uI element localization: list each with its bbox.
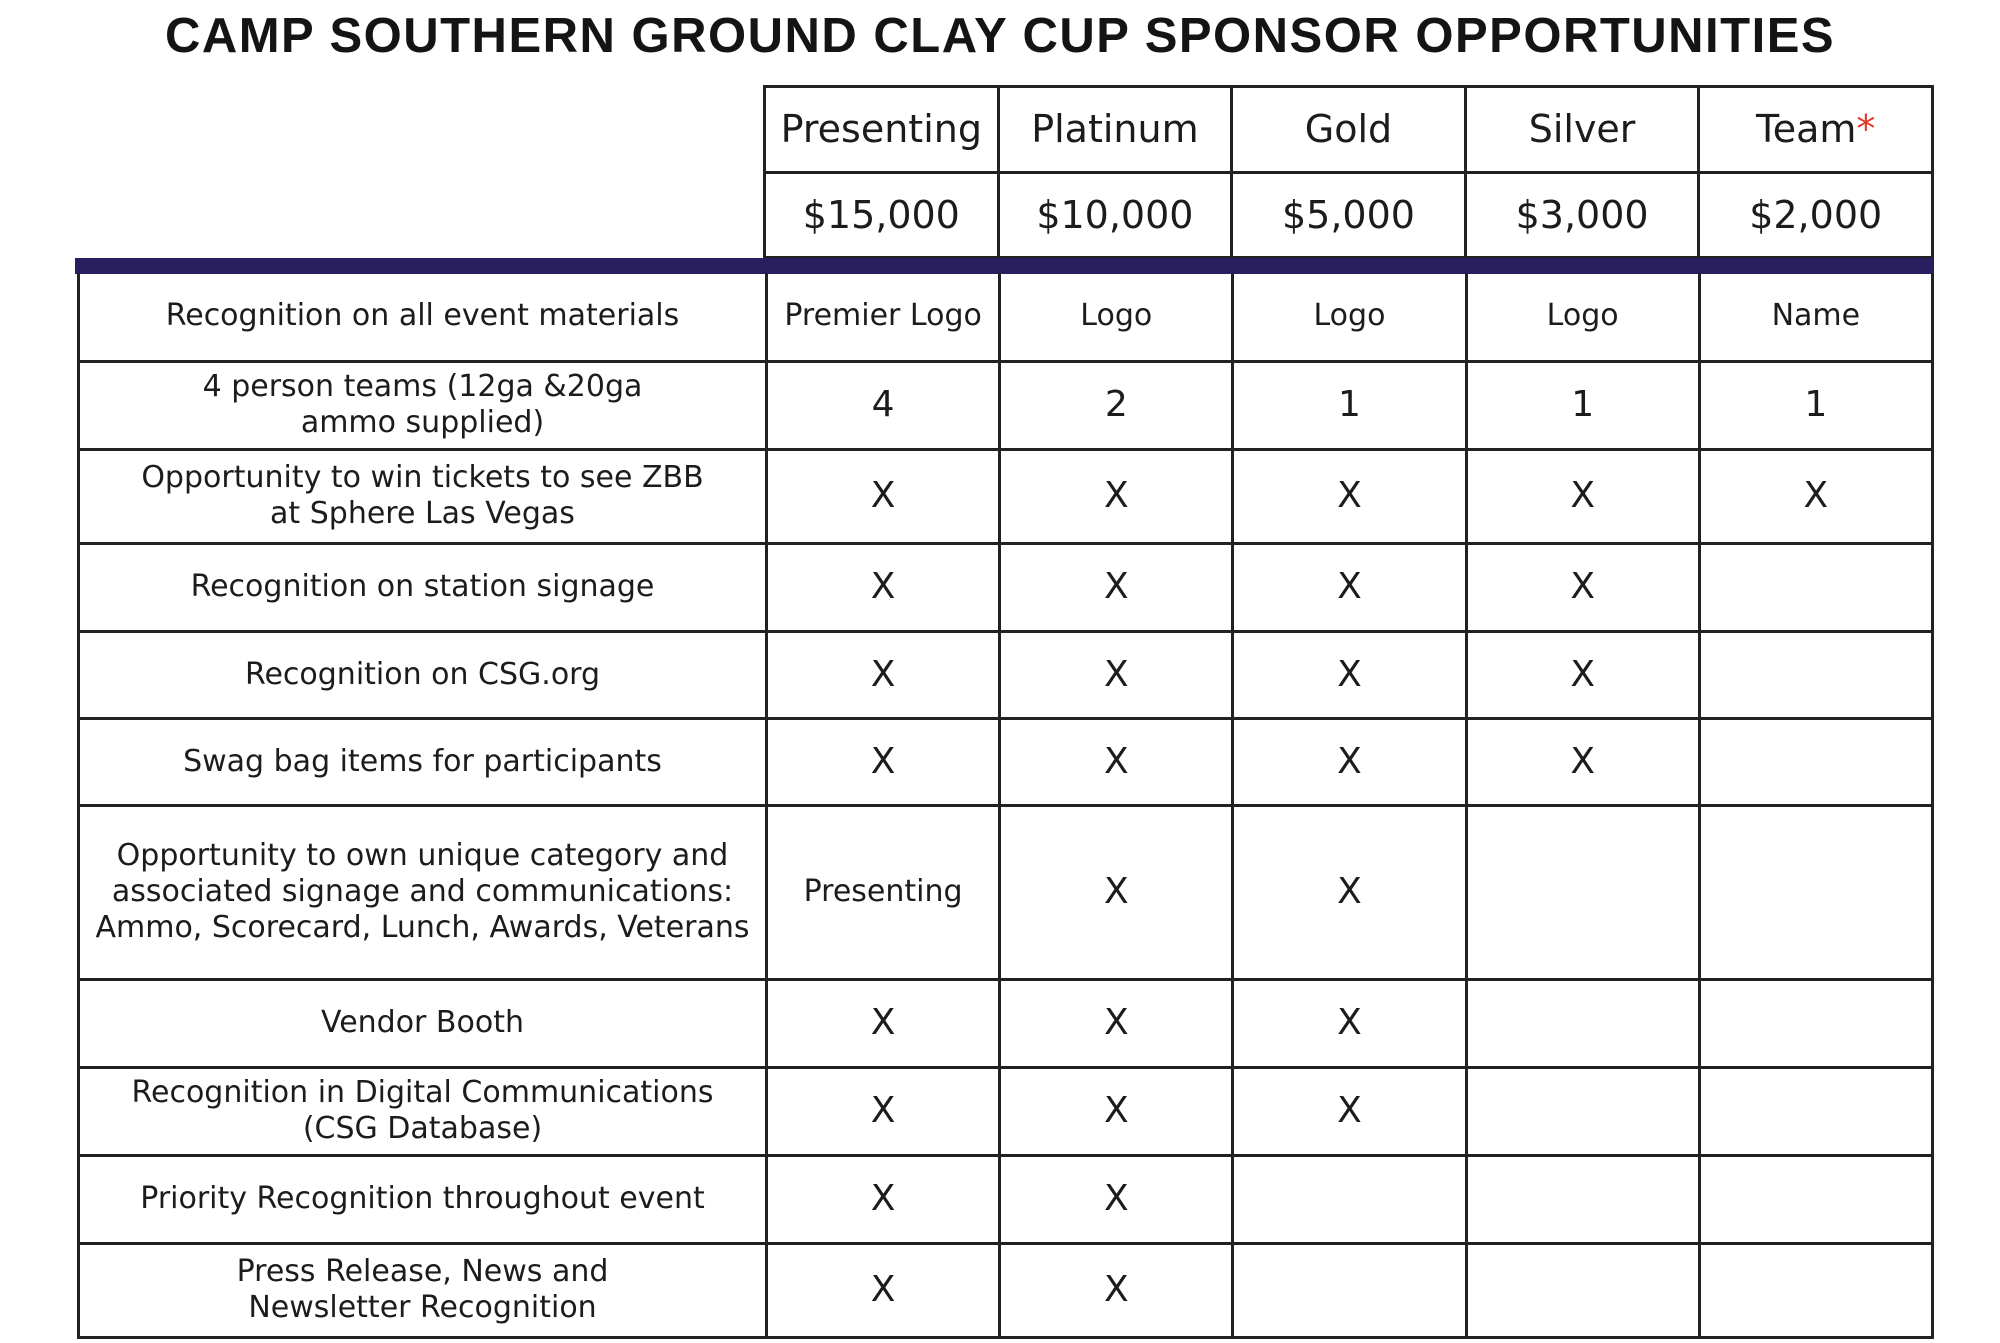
benefit-label: Priority Recognition throughout event [79, 1155, 767, 1243]
benefits-table [77, 273, 1934, 1339]
tier-benefit-cell [1699, 1067, 1932, 1155]
tier-benefit-cell: X [1233, 449, 1466, 543]
tier-benefit-cell [1233, 1243, 1466, 1337]
tier-benefit-cell [1466, 1243, 1699, 1337]
tier-benefit-cell: X [1233, 718, 1466, 805]
table-row [79, 361, 1933, 449]
tier-benefit-cell: X [767, 979, 1000, 1067]
tier-benefit-cell [1466, 1067, 1699, 1155]
tier-benefit-cell: Premier Logo [767, 273, 1000, 361]
benefit-label: Recognition on station signage [79, 543, 767, 631]
tier-benefit-cell: X [767, 1155, 1000, 1243]
tier-benefit-cell: X [767, 718, 1000, 805]
tier-benefit-cell: X [1466, 718, 1699, 805]
tier-benefit-cell: X [1466, 543, 1699, 631]
tier-name: Presenting [765, 87, 999, 173]
tier-benefit-cell: X [767, 1243, 1000, 1337]
tier-benefit-cell: 1 [1466, 361, 1699, 449]
tier-benefit-cell: 2 [1000, 361, 1233, 449]
tier-benefit-cell [1699, 631, 1932, 718]
tier-benefit-cell [1699, 1155, 1932, 1243]
tier-benefit-cell [1699, 718, 1932, 805]
tier-benefit-cell: 1 [1699, 361, 1932, 449]
tier-price: $10,000 [998, 172, 1232, 258]
tier-benefit-cell [1233, 1155, 1466, 1243]
asterisk-marker: * [1856, 107, 1876, 152]
table-row [79, 1067, 1933, 1155]
tier-benefit-cell: X [767, 631, 1000, 718]
tier-benefit-cell: X [1699, 449, 1932, 543]
tier-benefit-cell [1699, 805, 1932, 979]
tier-benefit-cell: X [1466, 631, 1699, 718]
page-title: CAMP SOUTHERN GROUND CLAY CUP SPONSOR OPPORTUNITIES [164, 9, 1836, 63]
table-row [79, 1243, 1933, 1337]
benefit-label: Recognition on CSG.org [79, 631, 767, 718]
tier-benefit-cell [1466, 805, 1699, 979]
tier-price: $15,000 [765, 172, 999, 258]
tier-benefit-cell: Logo [1466, 273, 1699, 361]
tier-benefit-cell [1699, 543, 1932, 631]
benefit-label: 4 person teams (12ga &20ga ammo supplied) [79, 361, 767, 449]
tier-price: $2,000 [1699, 172, 1933, 258]
table-row [79, 979, 1933, 1067]
table-row [79, 805, 1933, 979]
tier-benefit-cell: X [1233, 1067, 1466, 1155]
tier-name: Silver [1465, 87, 1699, 173]
tier-benefit-cell: Name [1699, 273, 1932, 361]
tier-price: $5,000 [1232, 172, 1466, 258]
tier-benefit-cell [1699, 1243, 1932, 1337]
benefit-label: Press Release, News and Newsletter Recognition [79, 1243, 767, 1337]
tier-benefit-cell: X [1000, 449, 1233, 543]
table-row [79, 631, 1933, 718]
benefit-label: Vendor Booth [79, 979, 767, 1067]
table-row [79, 273, 1933, 361]
tier-benefit-cell: Logo [1000, 273, 1233, 361]
tier-benefit-cell [1699, 979, 1932, 1067]
tier-benefit-cell: X [1233, 631, 1466, 718]
tier-benefit-cell: X [1466, 449, 1699, 543]
tier-benefit-cell: Presenting [767, 805, 1000, 979]
table-row [79, 543, 1933, 631]
tier-benefit-cell: X [767, 449, 1000, 543]
tier-benefit-cell: X [1233, 543, 1466, 631]
tier-benefit-cell: 4 [767, 361, 1000, 449]
tier-price: $3,000 [1465, 172, 1699, 258]
tier-header-table [763, 85, 1934, 259]
tier-benefit-cell: X [1000, 1067, 1233, 1155]
tier-benefit-cell [1466, 1155, 1699, 1243]
tier-benefit-cell: X [1000, 631, 1233, 718]
tier-names-row [765, 87, 1933, 173]
benefit-label: Recognition on all event materials [79, 273, 767, 361]
tier-benefit-cell: X [1000, 718, 1233, 805]
tier-name: Gold [1232, 87, 1466, 173]
tier-prices-row [765, 172, 1933, 258]
tier-benefit-cell: X [1233, 805, 1466, 979]
tier-benefit-cell: X [1000, 805, 1233, 979]
benefit-label: Opportunity to win tickets to see ZBB at Sphere Las Vegas [79, 449, 767, 543]
tier-benefit-cell: X [1000, 1243, 1233, 1337]
table-row [79, 1155, 1933, 1243]
tier-benefit-cell [1466, 979, 1699, 1067]
tier-benefit-cell: X [767, 1067, 1000, 1155]
tier-benefit-cell: X [1000, 1155, 1233, 1243]
tier-benefit-cell: Logo [1233, 273, 1466, 361]
table-row [79, 449, 1933, 543]
tier-benefit-cell: X [1000, 543, 1233, 631]
tier-benefit-cell: X [1233, 979, 1466, 1067]
benefit-label: Opportunity to own unique category and associated signage and communications: Ammo, Scorecard, Lunch, Awards, Veterans [79, 805, 767, 979]
tier-name: Platinum [998, 87, 1232, 173]
header-divider-bar [75, 258, 1934, 274]
tier-benefit-cell: X [1000, 979, 1233, 1067]
benefit-label: Recognition in Digital Communications (CSG Database) [79, 1067, 767, 1155]
tier-benefit-cell: X [767, 543, 1000, 631]
tier-name: Team* [1699, 87, 1933, 173]
tier-benefit-cell: 1 [1233, 361, 1466, 449]
table-row [79, 718, 1933, 805]
benefit-label: Swag bag items for participants [79, 718, 767, 805]
